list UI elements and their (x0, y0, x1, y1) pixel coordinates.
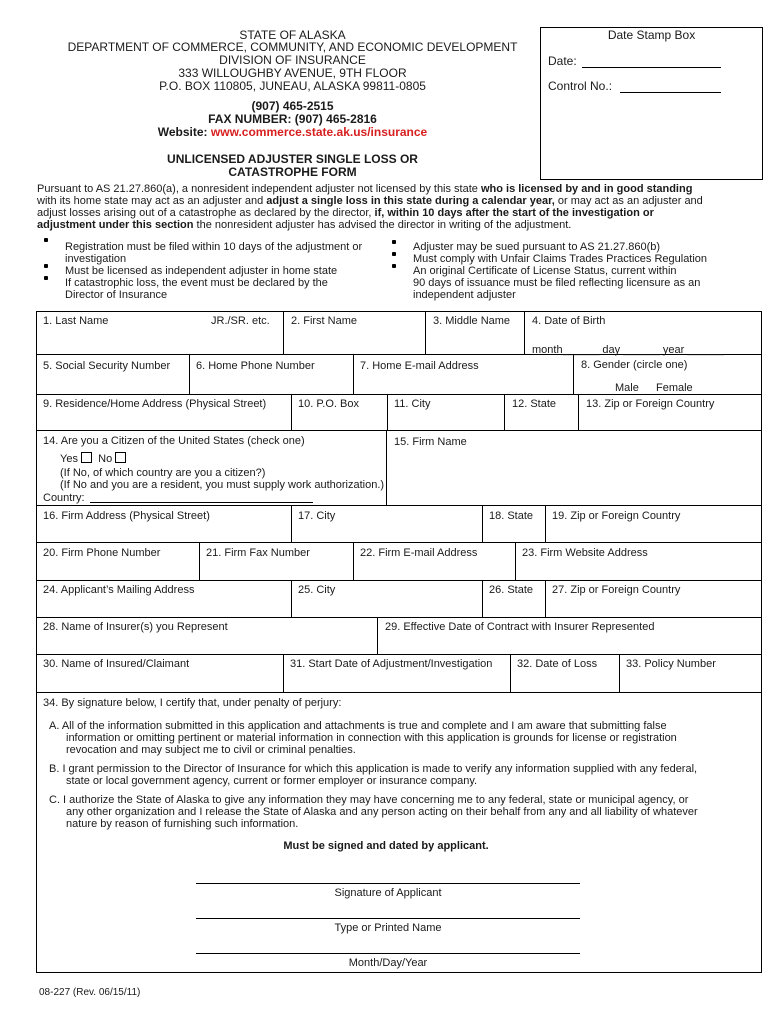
cell-divider (545, 505, 546, 542)
cell-divider (199, 542, 200, 580)
control-number-field[interactable] (620, 92, 721, 93)
certification-item-c: C. I authorize the State of Alaska to give any information they may have concerning me to any federal, state or municipal agency, or (49, 794, 689, 806)
department-name: DEPARTMENT OF COMMERCE, COMMUNITY, AND ECONOMIC DEVELOPMENT (67, 40, 518, 54)
certification-item-c: nature by reason of furnishing such information. (66, 818, 299, 830)
form-title-line-2: CATASTROPHE FORM (228, 165, 357, 179)
requirement-item: Adjuster may be sued pursuant to AS 21.27.860(b) (413, 241, 661, 253)
cell-divider (377, 617, 378, 654)
printed-name-line[interactable] (196, 918, 580, 919)
website-line (30, 126, 555, 138)
citizenship-note: (If No, of which country are you a citizen?) (60, 467, 266, 479)
mailing-zip-field[interactable]: 27. Zip or Foreign Country (552, 584, 681, 596)
middle-name-field[interactable]: 3. Middle Name (433, 315, 511, 327)
state-field[interactable]: 12. State (512, 398, 557, 410)
date-line[interactable] (196, 953, 580, 954)
date-stamp-title: Date Stamp Box (607, 28, 696, 42)
requirement-item: 90 days of issuance must be filed reflecting licensure as an (413, 277, 701, 289)
insured-claimant-field[interactable]: 30. Name of Insured/Claimant (43, 658, 190, 670)
row-divider (36, 580, 761, 581)
cell-divider (353, 354, 354, 394)
intro-text: with its home state may act as an adjuster and (37, 195, 267, 207)
requirement-item: independent adjuster (413, 289, 516, 301)
cell-divider (283, 654, 284, 692)
residence-address-field[interactable]: 9. Residence/Home Address (Physical Street) (43, 398, 267, 410)
signature-label: Signature of Applicant (334, 887, 442, 899)
firm-address-field[interactable]: 16. Firm Address (Physical Street) (43, 510, 210, 522)
row-divider (36, 654, 761, 655)
cell-divider (291, 394, 292, 430)
no-checkbox[interactable] (115, 452, 126, 463)
cell-divider (482, 505, 483, 542)
requirement-item: An original Certificate of License Status, current within (413, 265, 677, 277)
fax-number: FAX NUMBER: (907) 465-2816 (208, 112, 377, 126)
bullet-icon (44, 238, 48, 242)
cell-divider (386, 430, 387, 505)
no-label: No (98, 453, 113, 465)
cell-divider (291, 505, 292, 542)
signature-line[interactable] (196, 883, 580, 884)
mailing-city-field[interactable]: 25. City (298, 584, 336, 596)
yes-checkbox[interactable] (81, 452, 92, 463)
cell-divider (353, 542, 354, 580)
intro-bold-text: who is licensed by and in good standing (480, 183, 693, 195)
intro-text: or may act as an adjuster and (554, 195, 703, 207)
bullet-icon (392, 264, 396, 268)
stamp-date-label: Date: (548, 54, 577, 68)
firm-state-field[interactable]: 18. State (489, 510, 534, 522)
firm-zip-field[interactable]: 19. Zip or Foreign Country (552, 510, 681, 522)
date-label: Month/Day/Year (348, 957, 428, 969)
intro-bold-text: adjustment under this section (37, 219, 194, 231)
bullet-icon (44, 276, 48, 280)
work-authorization-note: (If No and you are a resident, you must supply work authorization.) (60, 479, 385, 491)
yes-label: Yes (60, 453, 78, 465)
cell-divider (387, 394, 388, 430)
certification-intro: 34. By signature below, I certify that, under penalty of perjury: (43, 697, 342, 709)
requirement-item: Must be licensed as independent adjuster in home state (65, 265, 338, 277)
certification-item-b: state or local government agency, current or former employer or insurance company. (66, 775, 478, 787)
cell-divider (545, 580, 546, 617)
cell-divider (573, 354, 574, 394)
phone-number: (907) 465-2515 (251, 99, 334, 113)
bullet-icon (44, 264, 48, 268)
row-divider (36, 542, 761, 543)
city-field[interactable]: 11. City (394, 398, 431, 410)
cell-divider (482, 580, 483, 617)
gender-option-female[interactable]: Female (656, 382, 693, 394)
firm-email-field[interactable]: 22. Firm E-mail Address (360, 547, 478, 559)
division-name: DIVISION OF INSURANCE (219, 53, 366, 67)
country-field[interactable] (90, 502, 313, 503)
suffix-field[interactable]: JR./SR. etc. (211, 315, 270, 327)
date-of-birth-field[interactable]: 4. Date of Birth (532, 315, 606, 327)
home-email-field[interactable]: 7. Home E-mail Address (360, 360, 479, 372)
zip-field[interactable]: 13. Zip or Foreign Country (586, 398, 715, 410)
certification-item-b: B. I grant permission to the Director of Insurance for which this application is made to verify any information supplied with any federal, (49, 763, 698, 775)
firm-fax-field[interactable]: 21. Firm Fax Number (206, 547, 310, 559)
firm-phone-field[interactable]: 20. Firm Phone Number (43, 547, 161, 559)
cell-divider (504, 394, 505, 430)
cell-divider (515, 542, 516, 580)
po-box-address: P.O. BOX 110805, JUNEAU, ALASKA 99811-0805 (159, 79, 426, 93)
row-divider (36, 692, 761, 693)
requirement-item: Director of Insurance (65, 289, 168, 301)
certification-item-a: information or omitting pertinent or material information in connection with this application is grounds for license or registration (66, 732, 677, 744)
bullet-icon (392, 240, 396, 244)
adjustment-start-date-field[interactable]: 31. Start Date of Adjustment/Investigation (290, 658, 493, 670)
intro-bold-text: if, within 10 days after the start of the investigation or (374, 207, 654, 219)
firm-website-field[interactable]: 23. Firm Website Address (522, 547, 648, 559)
firm-city-field[interactable]: 17. City (298, 510, 336, 522)
date-of-birth-format[interactable]: month______ day ______ year ______ (532, 344, 725, 356)
printed-name-label: Type or Printed Name (334, 922, 442, 934)
last-name-field[interactable]: 1. Last Name (43, 315, 109, 327)
intro-text: Pursuant to AS 21.27.860(a), a nonresident independent adjuster not licensed by this state (37, 183, 481, 195)
cell-divider (578, 394, 579, 430)
home-phone-field[interactable]: 6. Home Phone Number (196, 360, 315, 372)
mailing-address-field[interactable]: 24. Applicant’s Mailing Address (43, 584, 195, 596)
row-divider (36, 430, 761, 431)
requirement-item: investigation (65, 253, 127, 265)
gender-option-male[interactable]: Male (615, 382, 639, 394)
cell-divider (425, 311, 426, 355)
gender-field: 8. Gender (circle one) (581, 359, 688, 371)
bullet-icon (392, 252, 396, 256)
cell-divider (291, 580, 292, 617)
policy-number-field[interactable]: 33. Policy Number (626, 658, 716, 670)
mailing-state-field[interactable]: 26. State (489, 584, 534, 596)
certification-item-c: any other organization and I release the State of Alaska and any person acting on their behalf from any and all liability of whatever (66, 806, 698, 818)
intro-text: the nonresident adjuster has advised the director in writing of the adjustment. (193, 219, 572, 231)
signature-instruction: Must be signed and dated by applicant. (283, 840, 489, 852)
po-box-field[interactable]: 10. P.O. Box (298, 398, 359, 410)
insurer-name-field[interactable]: 28. Name of Insurer(s) you Represent (43, 621, 228, 633)
row-divider (36, 617, 761, 618)
date-of-loss-field[interactable]: 32. Date of Loss (517, 658, 598, 670)
form-number: 08-227 (Rev. 06/15/11) (39, 987, 141, 998)
intro-paragraph (37, 183, 737, 231)
requirement-item: Registration must be filed within 10 days of the adjustment or (65, 241, 363, 253)
website-link[interactable]: www.commerce.state.ak.us/insurance (210, 125, 428, 139)
date-stamp-box (540, 27, 763, 180)
cell-divider (283, 311, 284, 355)
requirement-item: If catastrophic loss, the event must be declared by the (65, 277, 328, 289)
intro-text: adjust losses arising out of a catastrophe as declared by the director, (37, 207, 375, 219)
cell-divider (189, 354, 190, 394)
citizenship-question: 14. Are you a Citizen of the United States (check one) (43, 435, 305, 447)
firm-name-field[interactable]: 15. Firm Name (394, 436, 467, 448)
cell-divider (510, 654, 511, 692)
website-label: Website: (157, 125, 208, 139)
application-form-grid (36, 311, 762, 973)
form-title-line-1: UNLICENSED ADJUSTER SINGLE LOSS OR (167, 152, 418, 166)
row-divider (36, 505, 761, 506)
street-address: 333 WILLOUGHBY AVENUE, 9TH FLOOR (178, 66, 407, 80)
certification-item-a: revocation and may subject me to civil or criminal penalties. (66, 744, 356, 756)
citizen-yes-option[interactable] (60, 452, 126, 465)
country-label: Country: (43, 492, 85, 504)
stamp-date-field[interactable] (582, 67, 721, 68)
state-name: STATE OF ALASKA (239, 28, 346, 42)
control-number-label: Control No.: (548, 79, 613, 93)
intro-bold-text: adjust a single loss in this state during a calendar year, (266, 195, 555, 207)
cell-divider (524, 311, 525, 355)
certification-item-a: A. All of the information submitted in this application and attachments is true and complete and I am aware that submitting false (49, 720, 667, 732)
cell-divider (619, 654, 620, 692)
row-divider (36, 394, 761, 395)
requirement-item: Must comply with Unfair Claims Trades Practices Regulation (413, 253, 708, 265)
first-name-field[interactable]: 2. First Name (291, 315, 358, 327)
contract-effective-date-field[interactable]: 29. Effective Date of Contract with Insurer Represented (385, 621, 655, 633)
ssn-field[interactable]: 5. Social Security Number (43, 360, 171, 372)
